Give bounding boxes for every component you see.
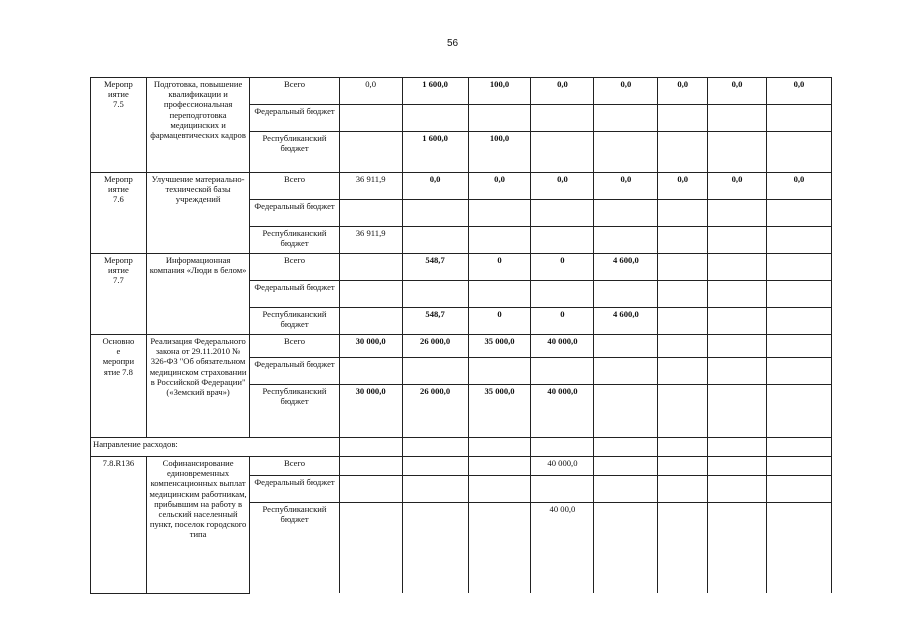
amount-cell <box>531 227 594 254</box>
amount-cell <box>766 385 831 438</box>
amount-cell <box>468 457 531 476</box>
amount-cell <box>708 105 767 132</box>
amount-cell <box>766 438 831 457</box>
amount-cell <box>708 254 767 281</box>
amount-cell <box>531 358 594 385</box>
funding-source: Республиканский бюджет <box>250 132 339 173</box>
measure-name: Софинансирование единовременных компенсационных выплат медицинским работникам, прибывшим на работу в сельский населенный пункт, поселок городского типа <box>146 457 250 594</box>
amount-cell <box>594 476 658 503</box>
amount-cell: 100,0 <box>468 78 531 105</box>
funding-source: Федеральный бюджет <box>250 200 339 227</box>
amount-cell <box>531 132 594 173</box>
funding-source: Республиканский бюджет <box>250 227 339 254</box>
amount-cell <box>766 132 831 173</box>
amount-cell <box>594 105 658 132</box>
amount-cell <box>531 476 594 503</box>
amount-cell: 36 911,9 <box>339 227 402 254</box>
amount-cell: 0,0 <box>658 173 708 200</box>
amount-cell <box>594 132 658 173</box>
amount-cell <box>658 132 708 173</box>
measure-name: Информационная компания «Люди в белом» <box>146 254 250 335</box>
amount-cell <box>766 358 831 385</box>
amount-cell: 26 000,0 <box>402 385 468 438</box>
amount-cell <box>531 105 594 132</box>
amount-cell <box>531 438 594 457</box>
amount-cell <box>402 105 468 132</box>
funding-source: Всего <box>250 78 339 105</box>
funding-source: Федеральный бюджет <box>250 358 339 385</box>
section-title: Направление расходов: <box>91 438 340 457</box>
amount-cell <box>766 503 831 594</box>
amount-cell <box>708 358 767 385</box>
amount-cell: 35 000,0 <box>468 335 531 358</box>
amount-cell: 0,0 <box>594 173 658 200</box>
amount-cell: 0 <box>468 254 531 281</box>
amount-cell <box>339 308 402 335</box>
amount-cell: 30 000,0 <box>339 385 402 438</box>
measure-code: Основно е меропри ятие 7.8 <box>91 335 147 438</box>
amount-cell: 0,0 <box>531 173 594 200</box>
funding-source: Всего <box>250 457 339 476</box>
amount-cell <box>708 438 767 457</box>
amount-cell <box>708 503 767 594</box>
amount-cell <box>658 438 708 457</box>
measure-name: Реализация Федерального закона от 29.11.2010 № 326-ФЗ "Об обязательном медицинском страховании в Российской Федерации" («Земский врач») <box>146 335 250 438</box>
amount-cell <box>339 503 402 594</box>
amount-cell <box>658 385 708 438</box>
amount-cell <box>594 358 658 385</box>
amount-cell <box>658 254 708 281</box>
amount-cell <box>708 335 767 358</box>
amount-cell <box>402 457 468 476</box>
amount-cell <box>766 227 831 254</box>
amount-cell <box>468 503 531 594</box>
amount-cell <box>766 335 831 358</box>
amount-cell <box>766 200 831 227</box>
amount-cell <box>708 281 767 308</box>
amount-cell: 100,0 <box>468 132 531 173</box>
amount-cell <box>766 476 831 503</box>
amount-cell <box>658 227 708 254</box>
amount-cell <box>766 281 831 308</box>
funding-source: Республиканский бюджет <box>250 385 339 438</box>
amount-cell: 0,0 <box>339 78 402 105</box>
amount-cell <box>594 503 658 594</box>
amount-cell <box>708 385 767 438</box>
amount-cell <box>339 476 402 503</box>
table-row <box>91 78 832 105</box>
funding-source: Республиканский бюджет <box>250 503 339 594</box>
amount-cell: 26 000,0 <box>402 335 468 358</box>
amount-cell <box>708 132 767 173</box>
amount-cell <box>766 105 831 132</box>
table-row <box>91 438 832 457</box>
budget-table <box>90 77 832 594</box>
amount-cell <box>658 335 708 358</box>
amount-cell <box>766 308 831 335</box>
amount-cell <box>708 308 767 335</box>
amount-cell <box>402 503 468 594</box>
amount-cell <box>594 335 658 358</box>
funding-source: Всего <box>250 173 339 200</box>
amount-cell <box>658 281 708 308</box>
amount-cell: 548,7 <box>402 308 468 335</box>
amount-cell: 0,0 <box>708 173 767 200</box>
amount-cell <box>402 200 468 227</box>
measure-code: 7.8.R136 <box>91 457 147 594</box>
amount-cell <box>658 358 708 385</box>
funding-source: Всего <box>250 254 339 281</box>
table-row <box>91 457 832 476</box>
amount-cell: 40 000,0 <box>531 335 594 358</box>
amount-cell <box>339 457 402 476</box>
amount-cell <box>658 105 708 132</box>
amount-cell <box>468 358 531 385</box>
measure-name: Улучшение материально-технической базы учреждений <box>146 173 250 254</box>
amount-cell <box>766 457 831 476</box>
amount-cell <box>594 200 658 227</box>
measure-code: Меропр иятие 7.7 <box>91 254 147 335</box>
amount-cell: 0,0 <box>531 78 594 105</box>
amount-cell <box>339 254 402 281</box>
table-row <box>91 335 832 358</box>
funding-source: Республиканский бюджет <box>250 308 339 335</box>
amount-cell: 4 600,0 <box>594 308 658 335</box>
amount-cell <box>339 132 402 173</box>
amount-cell <box>531 281 594 308</box>
amount-cell: 0 <box>468 308 531 335</box>
amount-cell: 0,0 <box>594 78 658 105</box>
amount-cell <box>468 200 531 227</box>
amount-cell <box>339 281 402 308</box>
amount-cell <box>708 227 767 254</box>
amount-cell: 4 600,0 <box>594 254 658 281</box>
amount-cell <box>402 281 468 308</box>
measure-code: Меропр иятие 7.5 <box>91 78 147 173</box>
amount-cell <box>766 254 831 281</box>
amount-cell: 0 <box>531 254 594 281</box>
amount-cell <box>339 438 402 457</box>
amount-cell <box>594 385 658 438</box>
amount-cell <box>594 281 658 308</box>
amount-cell: 40 000,0 <box>531 385 594 438</box>
amount-cell: 0 <box>531 308 594 335</box>
amount-cell <box>402 476 468 503</box>
amount-cell: 30 000,0 <box>339 335 402 358</box>
amount-cell <box>708 200 767 227</box>
funding-source: Федеральный бюджет <box>250 476 339 503</box>
amount-cell <box>594 457 658 476</box>
amount-cell <box>658 503 708 594</box>
amount-cell: 0,0 <box>708 78 767 105</box>
page-number: 56 <box>446 38 459 49</box>
amount-cell: 0,0 <box>468 173 531 200</box>
amount-cell: 548,7 <box>402 254 468 281</box>
amount-cell: 0,0 <box>766 78 831 105</box>
amount-cell <box>658 476 708 503</box>
amount-cell <box>402 358 468 385</box>
amount-cell: 0,0 <box>402 173 468 200</box>
amount-cell: 40 00,0 <box>531 503 594 594</box>
amount-cell: 36 911,9 <box>339 173 402 200</box>
measure-name: Подготовка, повышение квалификации и профессиональная переподготовка медицинских и фармацевтических кадров <box>146 78 250 173</box>
amount-cell <box>658 200 708 227</box>
amount-cell: 0,0 <box>766 173 831 200</box>
amount-cell: 1 600,0 <box>402 132 468 173</box>
funding-source: Федеральный бюджет <box>250 105 339 132</box>
amount-cell <box>339 200 402 227</box>
amount-cell <box>594 438 658 457</box>
amount-cell <box>708 457 767 476</box>
amount-cell <box>468 438 531 457</box>
amount-cell: 40 000,0 <box>531 457 594 476</box>
amount-cell <box>531 200 594 227</box>
amount-cell <box>402 438 468 457</box>
amount-cell <box>468 476 531 503</box>
amount-cell <box>339 358 402 385</box>
amount-cell <box>658 457 708 476</box>
measure-code: Меропр иятие 7.6 <box>91 173 147 254</box>
amount-cell: 0,0 <box>658 78 708 105</box>
amount-cell <box>468 227 531 254</box>
funding-source: Всего <box>250 335 339 358</box>
funding-source: Федеральный бюджет <box>250 281 339 308</box>
amount-cell <box>468 281 531 308</box>
table-row <box>91 173 832 200</box>
amount-cell <box>658 308 708 335</box>
amount-cell <box>402 227 468 254</box>
amount-cell <box>339 105 402 132</box>
amount-cell <box>468 105 531 132</box>
amount-cell <box>708 476 767 503</box>
amount-cell: 1 600,0 <box>402 78 468 105</box>
amount-cell: 35 000,0 <box>468 385 531 438</box>
amount-cell <box>594 227 658 254</box>
table-row <box>91 254 832 281</box>
